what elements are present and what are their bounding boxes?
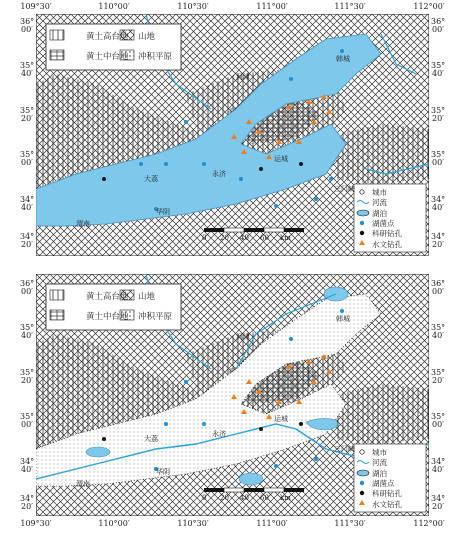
legend-research-icon — [360, 231, 364, 235]
lon-label: 112°00′ — [413, 2, 445, 11]
lat-label: 35° 00′ — [20, 412, 35, 429]
lat-label: 35° 40′ — [431, 61, 446, 78]
scale-bar-bottom — [204, 488, 304, 492]
scale-unit: km — [280, 234, 291, 242]
lon-label: 111°00′ — [256, 519, 288, 528]
scale-tick-60: 60 — [260, 494, 269, 502]
legend-lakepoint-icon — [360, 221, 364, 225]
lake-small-1 — [86, 447, 110, 457]
legend-mountain-label: 山地 — [138, 292, 156, 302]
place-hejin: 河津 — [236, 73, 250, 81]
lat-label: 34° 20′ — [20, 494, 35, 511]
legend-lake-label: 湖泊 — [372, 469, 387, 478]
legend-lakepoint-label: 湖菌点 — [372, 479, 395, 488]
lon-label: 110°30′ — [177, 519, 209, 528]
lat-label: 35° 40′ — [20, 323, 35, 340]
lat-label: 35° 20′ — [20, 368, 35, 385]
place-weinan: 渭南 — [76, 220, 90, 228]
scale-tick-20: 20 — [220, 494, 229, 502]
scale-tick-0: 0 — [202, 494, 207, 502]
loess-high-area-3 — [336, 384, 429, 444]
scale-unit: km — [280, 494, 291, 502]
scale-tick-0: 0 — [202, 234, 207, 242]
lat-label: 35° 20′ — [431, 368, 446, 385]
place-huayin: 华阴 — [156, 468, 170, 476]
legend-loess-mid-label: 黄土中台地 — [86, 312, 129, 322]
lon-label: 110°00′ — [98, 519, 130, 528]
scale-tick-40: 40 — [240, 234, 249, 242]
legend-lake-label: 湖泊 — [372, 209, 387, 218]
place-weinan: 渭南 — [76, 480, 90, 488]
place-huayin: 华阴 — [156, 208, 170, 216]
legend-alluvial-label: 冲积平原 — [138, 312, 173, 322]
lat-label: 35° 00′ — [431, 412, 446, 429]
lat-label: 34° 20′ — [431, 232, 446, 249]
legend-research-label: 科研钻孔 — [372, 229, 402, 238]
lat-label: 34° 20′ — [20, 232, 35, 249]
place-dali: 大荔 — [144, 175, 158, 183]
lat-label: 35° 00′ — [20, 150, 35, 167]
legend-loess-high-label: 黄土高台地 — [86, 292, 129, 302]
lat-label: 34° 40′ — [20, 195, 35, 212]
legend-city-label: 城市 — [372, 448, 387, 457]
lat-label: 35° 40′ — [431, 323, 446, 340]
legend-city-icon — [360, 190, 364, 194]
place-hancheng: 韩城 — [336, 55, 350, 63]
lat-label: 34° 20′ — [431, 494, 446, 511]
lat-label: 36° 00′ — [431, 279, 446, 296]
legend-lakepoint-label: 湖菌点 — [372, 219, 395, 228]
lon-label: 109°30′ — [20, 2, 52, 11]
map-panel-bottom — [36, 274, 429, 516]
lat-label: 35° 20′ — [20, 106, 35, 123]
scale-tick-40: 40 — [240, 494, 249, 502]
legend-swatch-loess-high — [50, 30, 64, 40]
lat-label: 35° 40′ — [20, 61, 35, 78]
place-sanmenxia: 三门峡 — [334, 445, 355, 453]
legend-loess-high-label: 黄土高台地 — [86, 32, 129, 42]
lat-label: 34° 40′ — [431, 457, 446, 474]
legend-hydro-label: 水文钻孔 — [372, 500, 402, 509]
lat-label: 36° 00′ — [20, 279, 35, 296]
lon-label: 111°00′ — [256, 2, 288, 11]
legend-lake-icon — [357, 210, 369, 216]
lon-label: 111°30′ — [334, 2, 366, 11]
lat-label: 34° 40′ — [431, 195, 446, 212]
lon-label: 110°30′ — [177, 2, 209, 11]
lat-label: 36° 00′ — [20, 17, 35, 34]
legend-hydro-label: 水文钻孔 — [372, 240, 402, 249]
place-yuncheng: 运城 — [274, 155, 288, 163]
legend-river-label: 河流 — [372, 458, 387, 467]
place-hejin: 河津 — [236, 333, 250, 341]
place-dali: 大荔 — [144, 435, 158, 443]
scale-tick-60: 60 — [260, 234, 269, 242]
lat-label: 35° 20′ — [431, 106, 446, 123]
place-yongji: 永济 — [212, 430, 226, 438]
legend-swatch-loess-mid — [50, 50, 64, 60]
legend-river-label: 河流 — [372, 198, 387, 207]
scale-bar-top — [204, 228, 304, 232]
lon-label: 110°00′ — [98, 2, 130, 11]
place-hancheng: 韩城 — [336, 315, 350, 323]
legend-research-label: 科研钻孔 — [372, 489, 402, 498]
legend-mountain-label: 山地 — [138, 32, 156, 42]
legend-city-label: 城市 — [372, 188, 387, 197]
lon-label: 112°00′ — [413, 519, 445, 528]
lon-label: 109°30′ — [20, 519, 52, 528]
place-sanmenxia: 三门峡 — [334, 185, 355, 193]
map-panel-top — [36, 14, 429, 256]
lat-label: 35° 00′ — [431, 150, 446, 167]
legend-loess-mid-label: 黄土中台地 — [86, 52, 129, 62]
lon-label: 111°30′ — [334, 519, 366, 528]
lat-label: 36° 00′ — [431, 17, 446, 34]
place-yongji: 永济 — [212, 170, 226, 178]
place-yuncheng: 运城 — [274, 415, 288, 423]
loess-high-area-3 — [336, 124, 429, 184]
lat-label: 34° 40′ — [20, 457, 35, 474]
scale-tick-20: 20 — [220, 234, 229, 242]
legend-alluvial-label: 冲积平原 — [138, 52, 173, 62]
lake-small-2 — [239, 473, 263, 485]
